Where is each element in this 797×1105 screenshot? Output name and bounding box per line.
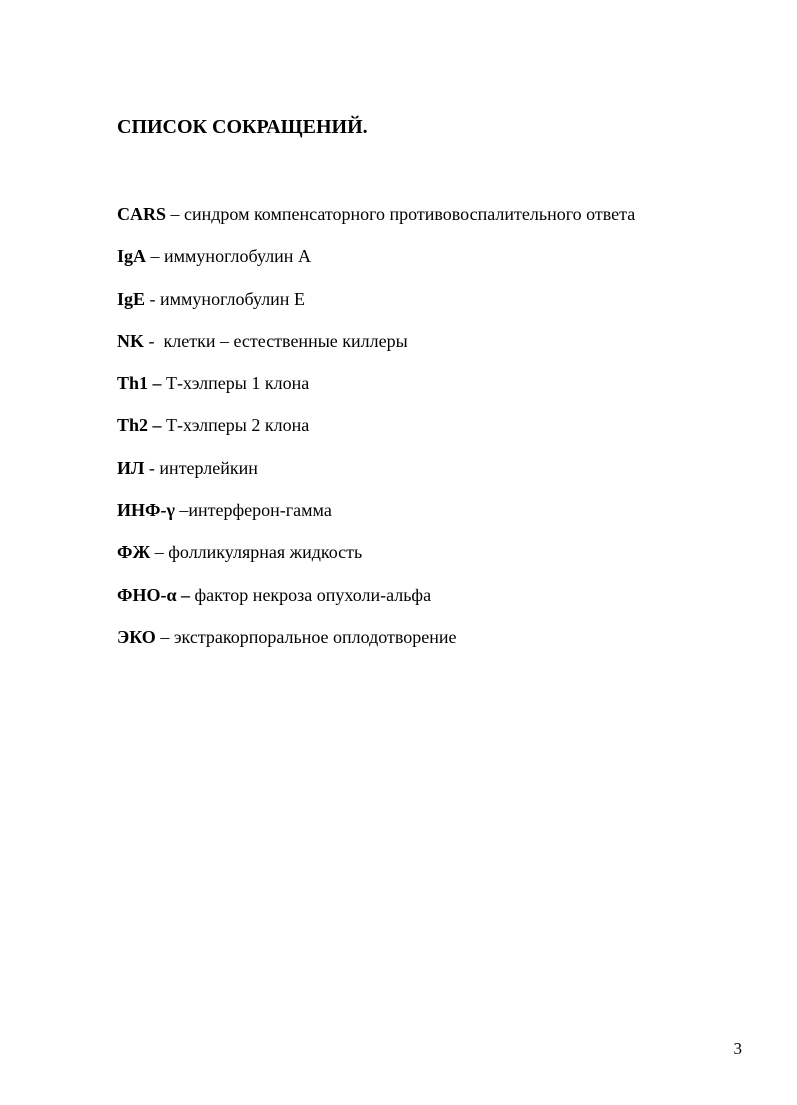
abbreviation-list xyxy=(117,200,635,665)
separator: – xyxy=(174,500,189,521)
abbreviation-definition: синдром компенсаторного противовоспалительного ответа xyxy=(184,204,636,224)
abbreviation-term: ФЖ xyxy=(117,542,151,563)
abbreviation-definition: экстракорпоральное оплодотворение xyxy=(173,626,457,647)
list-item xyxy=(117,411,635,453)
abbreviation-term: ЭКО xyxy=(117,626,156,647)
separator: - xyxy=(144,457,160,478)
abbreviation-term: ИЛ xyxy=(117,457,145,478)
abbreviation-term: IgA xyxy=(117,246,147,267)
abbreviation-term: ФНО-α – xyxy=(117,584,191,605)
abbreviation-definition: иммуноглобулин Е xyxy=(160,288,305,309)
abbreviation-definition: иммуноглобулин А xyxy=(164,246,311,267)
abbreviation-definition: Т-хэлперы 1 клона xyxy=(166,373,310,394)
list-item xyxy=(117,285,635,327)
separator: – xyxy=(166,204,185,224)
abbreviation-term: IgE xyxy=(117,288,146,309)
list-item xyxy=(117,200,635,242)
list-item xyxy=(117,369,635,411)
abbreviation-term: Th2 – xyxy=(117,415,162,436)
list-item xyxy=(117,242,635,284)
list-item xyxy=(117,327,635,369)
separator: - xyxy=(145,288,161,309)
abbreviation-term: ИНФ-γ xyxy=(117,500,175,521)
separator: – xyxy=(155,626,174,647)
abbreviation-term: CARS xyxy=(117,204,167,224)
list-item xyxy=(117,538,635,580)
abbreviation-definition: Т-хэлперы 2 клона xyxy=(166,415,310,436)
abbreviation-definition: клетки – естественные киллеры xyxy=(163,330,408,351)
list-item xyxy=(117,454,635,496)
abbreviation-definition: фактор некроза опухоли-альфа xyxy=(194,584,432,605)
abbreviation-definition: интерлейкин xyxy=(159,457,258,478)
abbreviation-definition: фолликулярная жидкость xyxy=(168,542,363,563)
abbreviation-definition: интерферон-гамма xyxy=(188,500,332,521)
separator: – xyxy=(146,246,165,267)
separator: - xyxy=(144,330,164,351)
list-item xyxy=(117,581,635,623)
separator: – xyxy=(150,542,169,563)
page-title: СПИСОК СОКРАЩЕНИЙ. xyxy=(117,116,368,138)
page-number: 3 xyxy=(733,1039,742,1058)
list-item xyxy=(117,496,635,538)
abbreviation-term: Th1 – xyxy=(117,373,162,394)
abbreviation-term: NK xyxy=(117,330,144,351)
list-item xyxy=(117,623,635,665)
